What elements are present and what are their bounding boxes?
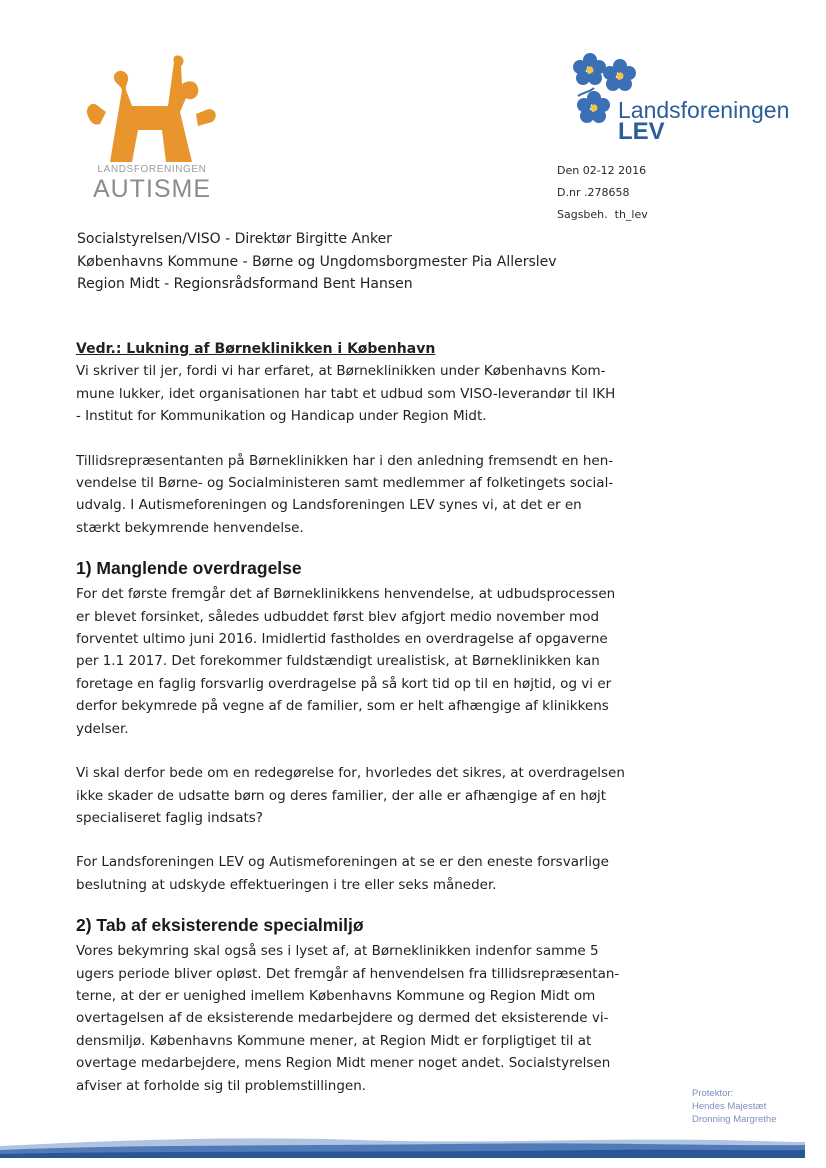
text-line: derfor bekymrede på vegne af de familier, som er helt afhængige af klinikkens bbox=[76, 698, 609, 715]
text-line: overtage medarbejdere, mens Region Midt mener noget andet. Socialstyrelsen bbox=[76, 1055, 611, 1072]
case-handler: Sagsbeh. th_lev bbox=[557, 208, 648, 221]
lev-logo bbox=[568, 52, 808, 152]
text-line: afviser at forholde sig til problemstillingen. bbox=[76, 1077, 367, 1094]
protector-line: Protektor: bbox=[692, 1088, 734, 1099]
intro-paragraph bbox=[76, 360, 656, 427]
text-line: overtagelsen af de eksisterende medarbejdere og dermed det eksisterende vi- bbox=[76, 1010, 609, 1027]
letter-body bbox=[76, 338, 656, 1097]
text-line: For det første fremgår det af Børneklinikkens henvendelse, at udbudsprocessen bbox=[76, 586, 616, 603]
footer-band bbox=[0, 1128, 826, 1164]
protector-line: Dronning Margrethe bbox=[692, 1114, 777, 1125]
text-line: - Institut for Kommunikation og Handicap under Region Midt. bbox=[76, 408, 487, 425]
text-line: per 1.1 2017. Det forekommer fuldstændigt urealistisk, at Børneklinikken kan bbox=[76, 653, 600, 670]
section-paragraph bbox=[76, 762, 656, 829]
protector-note bbox=[692, 1087, 777, 1126]
text-line: udvalg. I Autismeforeningen og Landsforeningen LEV synes vi, at det er en bbox=[76, 497, 582, 514]
autisme-logo bbox=[74, 54, 224, 204]
text-line: vendelse til Børne- og Socialministeren samt medlemmer af folketingets social- bbox=[76, 475, 614, 492]
section-paragraph bbox=[76, 583, 656, 740]
recipient-line: Københavns Kommune - Børne og Ungdomsborgmester Pia Allerslev bbox=[77, 253, 557, 270]
journal-number: D.nr .278658 bbox=[557, 186, 630, 199]
autisme-logo-small-text: LANDSFORENINGEN bbox=[97, 164, 207, 175]
text-line: Vi skal derfor bede om en redegørelse for, hvorledes det sikres, at overdragelsen bbox=[76, 765, 625, 782]
section-heading: 1) Manglende overdragelse bbox=[76, 558, 302, 579]
protector-line: Hendes Majestæt bbox=[692, 1101, 767, 1112]
text-line: stærkt bekymrende henvendelse. bbox=[76, 519, 304, 536]
text-line: For Landsforeningen LEV og Autismeforeningen at se er den eneste forsvarlige bbox=[76, 854, 609, 871]
text-line: specialiseret faglig indsats? bbox=[76, 809, 263, 826]
text-line: beslutning at udskyde effektueringen i tre eller seks måneder. bbox=[76, 876, 497, 893]
text-line: mune lukker, idet organisationen har tabt et udbud som VISO-leverandør til IKH bbox=[76, 385, 616, 402]
text-line: Tillidsrepræsentanten på Børneklinikken har i den anledning fremsendt en hen- bbox=[76, 452, 614, 469]
text-line: forventet ultimo juni 2016. Imidlertid fastholdes en overdragelse af opgaverne bbox=[76, 631, 608, 648]
text-line: ugers periode bliver opløst. Det fremgår af henvendelsen fra tillidsrepræsentan- bbox=[76, 965, 620, 982]
section-paragraph bbox=[76, 940, 656, 1097]
text-line: densmiljø. Københavns Kommune mener, at Region Midt er forpligtiget til at bbox=[76, 1032, 592, 1049]
recipient-list bbox=[77, 228, 557, 296]
subject-line: Vedr.: Lukning af Børneklinikken i København bbox=[76, 341, 436, 357]
section-paragraph bbox=[76, 851, 656, 896]
text-line: foretage en faglig forsvarlig overdragelse på så kort tid op til en højtid, og vi er bbox=[76, 675, 612, 692]
text-line: ikke skader de udsatte børn og deres familier, der alle er afhængige af en højt bbox=[76, 787, 607, 804]
puzzle-h-icon bbox=[80, 54, 220, 166]
recipient-line: Region Midt - Regionsrådsformand Bent Hansen bbox=[77, 276, 413, 292]
text-line: er blevet forsinket, således udbuddet først blev afgjort medio november mod bbox=[76, 608, 600, 625]
letter-date: Den 02-12 2016 bbox=[557, 164, 647, 177]
lev-logo-name: Landsforeningen bbox=[618, 97, 790, 123]
lev-logo-abbr: LEV bbox=[618, 118, 665, 145]
intro-paragraph bbox=[76, 450, 656, 540]
section-heading: 2) Tab af eksisterende specialmiljø bbox=[76, 915, 364, 936]
recipient-line: Socialstyrelsen/VISO - Direktør Birgitte Anker bbox=[77, 231, 392, 247]
text-line: Vi skriver til jer, fordi vi har erfaret, at Børneklinikken under Københavns Kom- bbox=[76, 363, 606, 380]
autisme-logo-big-text: AUTISME bbox=[92, 175, 212, 203]
text-line: ydelser. bbox=[76, 720, 129, 737]
text-line: terne, at der er uenighed imellem Københavns Kommune og Region Midt om bbox=[76, 987, 596, 1004]
text-line: Vores bekymring skal også ses i lyset af, at Børneklinikken indenfor samme 5 bbox=[76, 943, 599, 960]
